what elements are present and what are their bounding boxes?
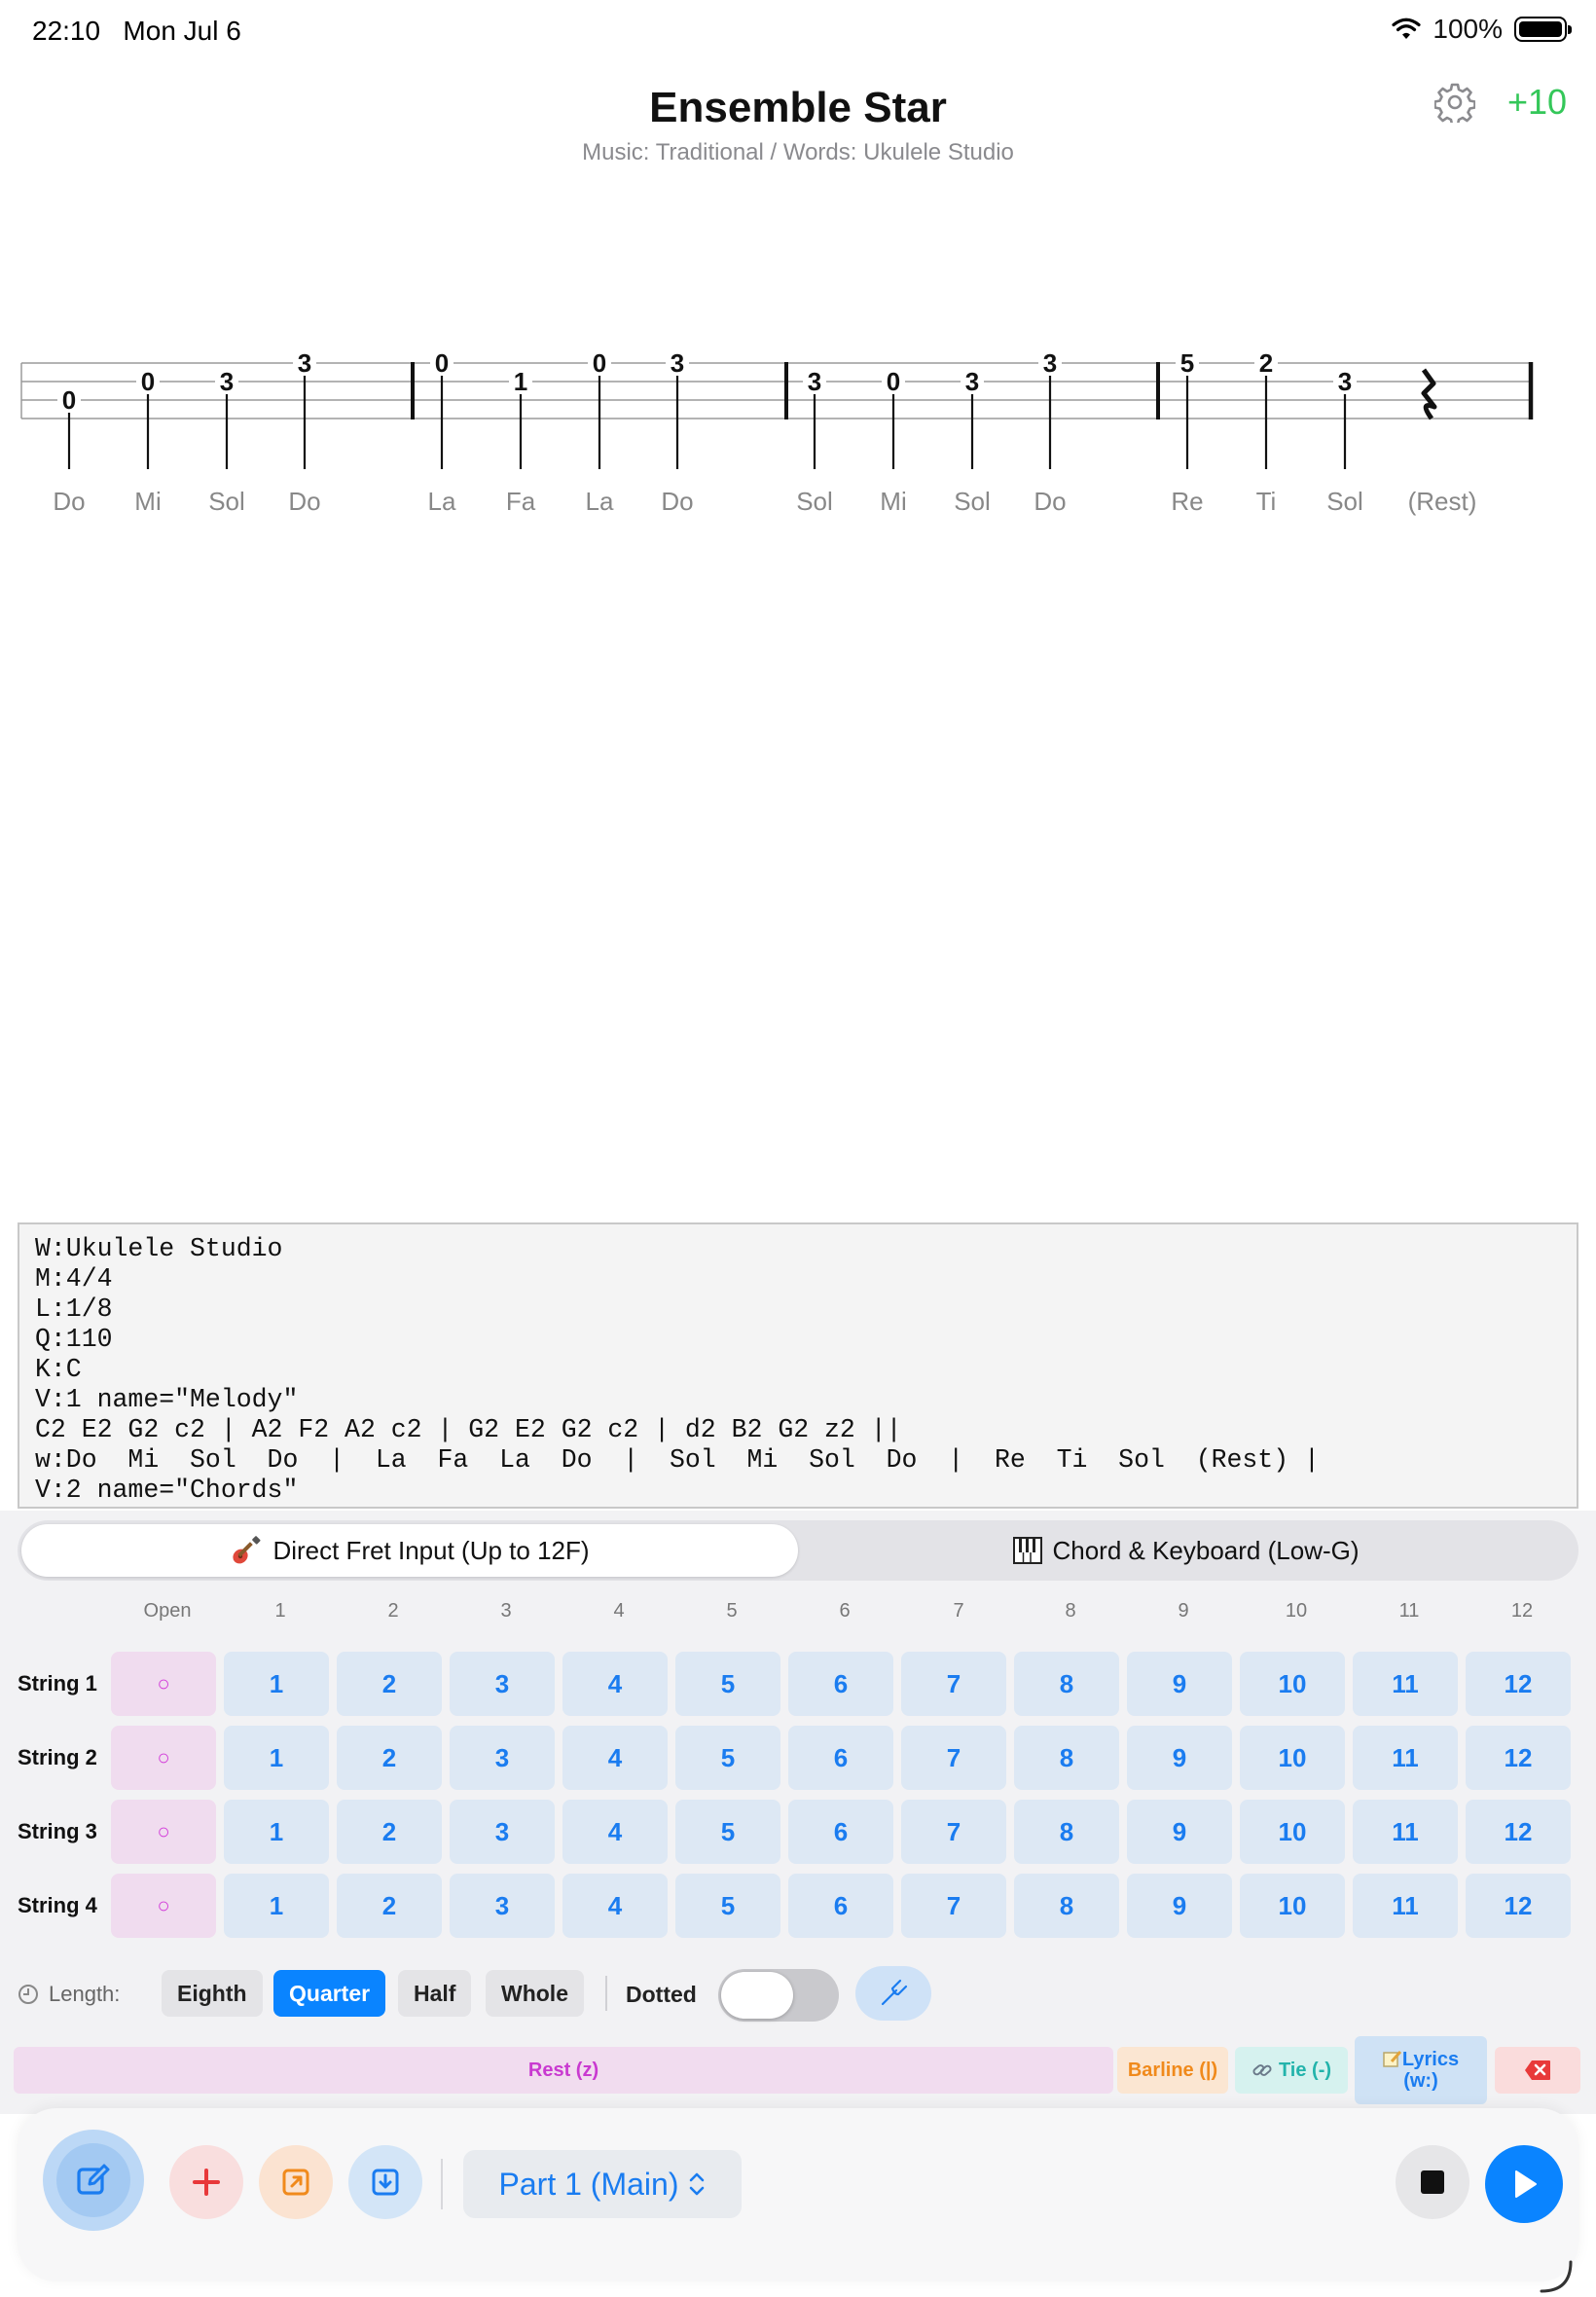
edit-mode-button[interactable] [43, 2130, 144, 2231]
string-2-fret-11-button[interactable]: 11 [1353, 1726, 1458, 1790]
string-3-fret-6-button[interactable]: 6 [788, 1800, 893, 1864]
status-time: 22:10 Mon Jul 6 [32, 16, 241, 46]
string-2-fret-7-button[interactable]: 7 [901, 1726, 1006, 1790]
length-eighth-button[interactable]: Eighth [162, 1970, 263, 2017]
import-button[interactable] [348, 2145, 422, 2219]
tab-direct-fret-label: Direct Fret Input (Up to 12F) [272, 1535, 590, 1565]
fret-header-4: 4 [613, 1600, 625, 1622]
fret-number: 3 [964, 367, 980, 396]
abc-editor[interactable]: W:Ukulele Studio M:4/4 L:1/8 Q:110 K:C V:1 name="Melody" C2 E2 G2 c2 | A2 F2 A2 c2 | G2 E2 G2 c2 | d2 B2 G2 z2 || w:Do Mi Sol Do | La Fa La Do | Sol Mi Sol Do | Re Ti Sol (Rest) | V:2 name="Chords" [18, 1222, 1578, 1509]
fret-number: 1 [513, 367, 528, 396]
string-3-fret-7-button[interactable]: 7 [901, 1800, 1006, 1864]
rest-button[interactable]: Rest (z) [14, 2047, 1113, 2094]
lyric-syllable: Mi [880, 487, 907, 516]
string-2-fret-6-button[interactable]: 6 [788, 1726, 893, 1790]
lyrics-label-line2: (w:) [1403, 2070, 1438, 2092]
stop-icon [1419, 2169, 1446, 2196]
lyric-syllable: Mi [134, 487, 162, 516]
length-label-group [18, 1982, 120, 2007]
fret-number: 0 [140, 367, 156, 396]
length-quarter-button[interactable]: Quarter [273, 1970, 385, 2017]
lyric-syllable: Sol [1326, 487, 1363, 516]
memo-icon [1383, 2050, 1402, 2067]
fret-number: 0 [434, 348, 450, 378]
lyric-syllable: La [585, 487, 614, 516]
song-credits: Music: Traditional / Words: Ukulele Studio [582, 139, 1014, 165]
string-4-fret-11-button[interactable]: 11 [1353, 1874, 1458, 1938]
export-icon [280, 2167, 311, 2198]
fret-header-12: 12 [1510, 1600, 1534, 1622]
wifi-icon [1392, 18, 1421, 41]
string-2-fret-3-button[interactable]: 3 [450, 1726, 555, 1790]
tie-label: Tie (-) [1278, 2059, 1332, 2081]
string-3-fret-11-button[interactable]: 11 [1353, 1800, 1458, 1864]
string-1-fret-2-button[interactable]: 2 [337, 1652, 442, 1716]
song-title: Ensemble Star [649, 84, 947, 131]
string-1-fret-4-button[interactable]: 4 [562, 1652, 668, 1716]
string-4-fret-1-button[interactable]: 1 [224, 1874, 329, 1938]
lyric-syllable: La [427, 487, 456, 516]
string-1-fret-1-button[interactable]: 1 [224, 1652, 329, 1716]
score-badge: +10 [1507, 82, 1568, 122]
delete-button[interactable] [1495, 2047, 1580, 2094]
part-selector-label: Part 1 (Main) [498, 2166, 679, 2202]
fret-header-3: 3 [500, 1600, 512, 1622]
fret-header-7: 7 [953, 1600, 964, 1622]
string-3-fret-1-button[interactable]: 1 [224, 1800, 329, 1864]
fret-column-headers [0, 1600, 1596, 1629]
plus-icon [191, 2167, 222, 2198]
lyric-syllable: Do [53, 487, 86, 516]
part-selector[interactable] [463, 2150, 742, 2218]
string-4-fret-6-button[interactable]: 6 [788, 1874, 893, 1938]
lyric-syllable: Ti [1255, 487, 1277, 516]
import-icon [370, 2167, 401, 2198]
string-3-open-button[interactable]: ○ [111, 1800, 216, 1864]
lyrics-label-line1: Lyrics [1383, 2049, 1459, 2070]
play-icon [1507, 2168, 1541, 2201]
lyric-syllable: Do [288, 487, 321, 516]
fret-header-1: 1 [274, 1600, 286, 1622]
string-3-fret-5-button[interactable]: 5 [675, 1800, 780, 1864]
fret-header-9: 9 [1178, 1600, 1189, 1622]
lyric-syllable: Re [1171, 487, 1204, 516]
string-1-fret-5-button[interactable]: 5 [675, 1652, 780, 1716]
lyric-syllable: Do [661, 487, 694, 516]
fret-number: 3 [670, 348, 685, 378]
piano-icon [1013, 1537, 1042, 1564]
string-2-fret-10-button[interactable]: 10 [1240, 1726, 1345, 1790]
tab-direct-fret-input[interactable] [21, 1524, 798, 1577]
string-2-fret-4-button[interactable]: 4 [562, 1726, 668, 1790]
status-date: Mon Jul 6 [123, 16, 241, 46]
string-1-fret-3-button[interactable]: 3 [450, 1652, 555, 1716]
string-1-fret-8-button[interactable]: 8 [1014, 1652, 1119, 1716]
tab-staff [0, 331, 1596, 545]
string-4-fret-9-button[interactable]: 9 [1127, 1874, 1232, 1938]
string-label-1: String 1 [18, 1671, 97, 1695]
string-1-fret-12-button[interactable]: 12 [1466, 1652, 1571, 1716]
string-3-fret-12-button[interactable]: 12 [1466, 1800, 1571, 1864]
fret-header-8: 8 [1065, 1600, 1076, 1622]
lyric-syllable: Do [1034, 487, 1067, 516]
tab-chord-keyboard[interactable] [798, 1524, 1575, 1577]
length-half-button[interactable]: Half [398, 1970, 471, 2017]
barline-button[interactable]: Barline (|) [1117, 2047, 1228, 2094]
string-3-fret-4-button[interactable]: 4 [562, 1800, 668, 1864]
fret-number: 3 [297, 348, 312, 378]
export-button[interactable] [259, 2145, 333, 2219]
string-2-open-button[interactable]: ○ [111, 1726, 216, 1790]
string-4-fret-7-button[interactable]: 7 [901, 1874, 1006, 1938]
string-4-fret-10-button[interactable]: 10 [1240, 1874, 1345, 1938]
string-2-fret-9-button[interactable]: 9 [1127, 1726, 1232, 1790]
tuning-fork-button[interactable] [855, 1966, 931, 2021]
string-3-fret-8-button[interactable]: 8 [1014, 1800, 1119, 1864]
fret-number: 5 [1179, 348, 1195, 378]
string-1-fret-7-button[interactable]: 7 [901, 1652, 1006, 1716]
lyric-syllable: Sol [796, 487, 833, 516]
bottom-toolbar [18, 2108, 1578, 2281]
lyrics-button[interactable] [1355, 2036, 1487, 2104]
string-1-fret-6-button[interactable]: 6 [788, 1652, 893, 1716]
string-3-fret-9-button[interactable]: 9 [1127, 1800, 1232, 1864]
fret-number: 2 [1258, 348, 1274, 378]
quarter-rest [1424, 370, 1434, 419]
fret-header-5: 5 [726, 1600, 738, 1622]
status-bar [0, 0, 1596, 62]
string-3-fret-10-button[interactable]: 10 [1240, 1800, 1345, 1864]
string-1-open-button[interactable]: ○ [111, 1652, 216, 1716]
toolbar-divider [441, 2159, 443, 2209]
string-4-open-button[interactable]: ○ [111, 1874, 216, 1938]
length-whole-button[interactable]: Whole [486, 1970, 584, 2017]
fret-number: 3 [1337, 367, 1353, 396]
fret-number: 3 [1042, 348, 1058, 378]
string-4-fret-8-button[interactable]: 8 [1014, 1874, 1119, 1938]
string-2-fret-8-button[interactable]: 8 [1014, 1726, 1119, 1790]
length-divider [605, 1976, 607, 2011]
fret-number: 0 [886, 367, 901, 396]
string-label-2: String 2 [18, 1745, 97, 1769]
compose-icon [74, 2161, 113, 2200]
input-mode-segmented [18, 1520, 1578, 1581]
string-1-fret-9-button[interactable]: 9 [1127, 1652, 1232, 1716]
fret-number: 0 [592, 348, 607, 378]
lyric-syllable: Fa [505, 487, 536, 516]
backspace-icon [1524, 2060, 1551, 2081]
fret-header-11: 11 [1398, 1600, 1420, 1622]
string-2-fret-2-button[interactable]: 2 [337, 1726, 442, 1790]
fret-number: 0 [61, 385, 77, 415]
play-button[interactable] [1485, 2145, 1563, 2223]
chevron-up-down-icon [688, 2169, 706, 2199]
add-button[interactable] [169, 2145, 243, 2219]
string-4-fret-4-button[interactable]: 4 [562, 1874, 668, 1938]
tab-staff-svg [0, 331, 1596, 545]
string-1-fret-11-button[interactable]: 11 [1353, 1652, 1458, 1716]
fret-header-2: 2 [387, 1600, 399, 1622]
lyric-syllable: Sol [208, 487, 245, 516]
clock-icon [18, 1984, 39, 2005]
lyric-syllable: (Rest) [1407, 487, 1477, 516]
string-3-fret-3-button[interactable]: 3 [450, 1800, 555, 1864]
string-3-fret-2-button[interactable]: 2 [337, 1800, 442, 1864]
tie-button[interactable] [1235, 2047, 1348, 2094]
dotted-label: Dotted [626, 1982, 697, 2007]
fret-header-10: 10 [1285, 1600, 1308, 1622]
length-toolbar [0, 1966, 1596, 2021]
string-1-fret-10-button[interactable]: 10 [1240, 1652, 1345, 1716]
resize-handle-icon [1538, 2256, 1577, 2295]
length-label: Length: [49, 1982, 121, 2006]
string-4-fret-3-button[interactable]: 3 [450, 1874, 555, 1938]
fret-number: 3 [807, 367, 822, 396]
fret-header-6: 6 [839, 1600, 851, 1622]
tuning-fork-icon [879, 1979, 908, 2008]
string-4-fret-12-button[interactable]: 12 [1466, 1874, 1571, 1938]
lyric-syllable: Sol [954, 487, 991, 516]
link-icon [1251, 2060, 1273, 2081]
gear-icon[interactable] [1434, 82, 1475, 123]
tab-chord-keyboard-label: Chord & Keyboard (Low-G) [1052, 1535, 1360, 1565]
fret-header-0: Open [143, 1600, 192, 1622]
dotted-toggle[interactable] [718, 1969, 839, 2022]
guitar-icon [230, 1534, 263, 1567]
string-2-fret-5-button[interactable]: 5 [675, 1726, 780, 1790]
string-label-3: String 3 [18, 1819, 97, 1843]
fret-number: 3 [219, 367, 235, 396]
string-4-fret-2-button[interactable]: 2 [337, 1874, 442, 1938]
stop-button[interactable] [1396, 2145, 1469, 2219]
string-2-fret-1-button[interactable]: 1 [224, 1726, 329, 1790]
string-2-fret-12-button[interactable]: 12 [1466, 1726, 1571, 1790]
string-label-4: String 4 [18, 1893, 97, 1917]
battery-percent: 100% [1433, 14, 1503, 44]
status-right [1392, 14, 1567, 45]
string-4-fret-5-button[interactable]: 5 [675, 1874, 780, 1938]
battery-icon [1514, 17, 1567, 42]
